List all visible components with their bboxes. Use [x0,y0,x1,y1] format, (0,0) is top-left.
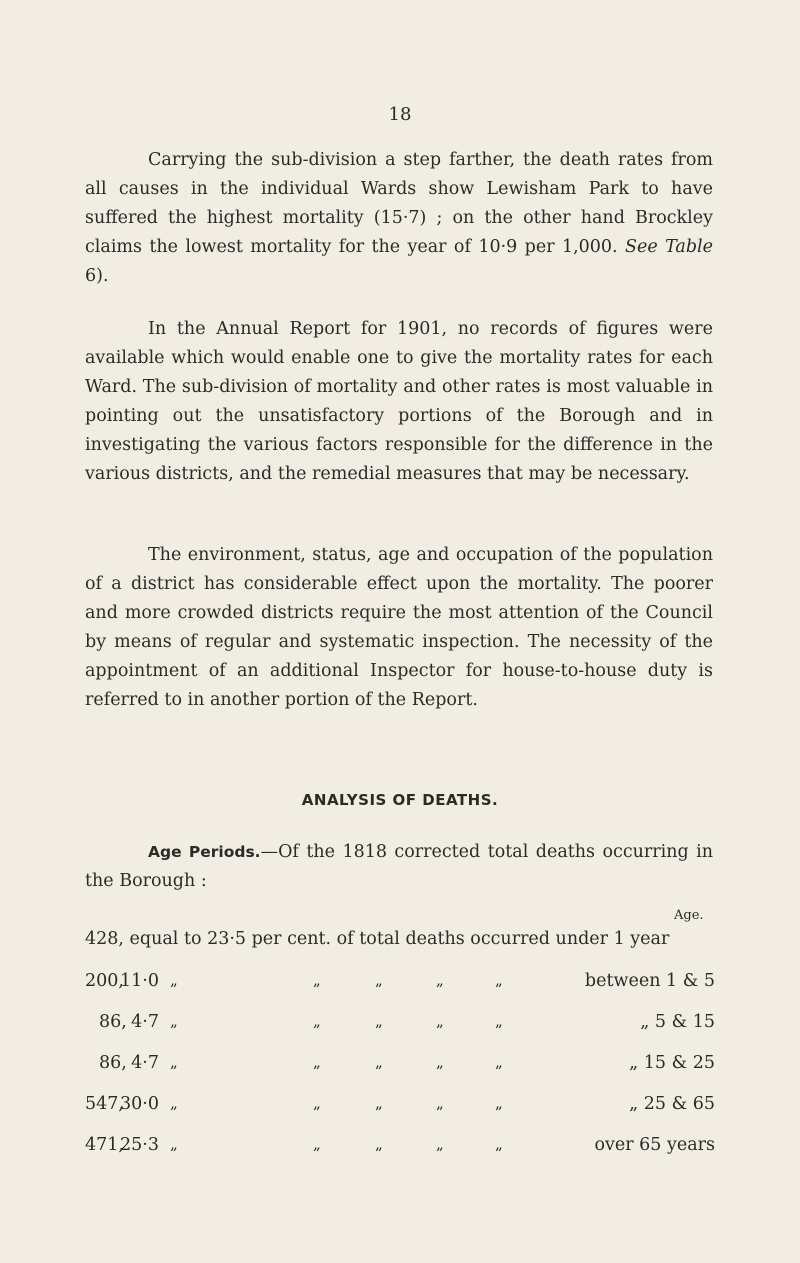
age-range: „ 25 & 65 [629,1094,715,1114]
ditto-mark: „ [170,1012,178,1030]
age-periods-title: Age Periods. [148,843,261,861]
ditto-mark: „ [436,971,444,989]
see-table-number: 6). [85,266,109,286]
ditto-mark: „ [313,1135,321,1153]
ditto-mark: „ [313,1012,321,1030]
ditto-mark: „ [375,1094,383,1112]
ditto-mark: „ [170,1094,178,1112]
ditto-mark: „ [170,1135,178,1153]
percent-value: 4·7 [131,1053,159,1073]
see-table-label: See Table [625,237,713,257]
deaths-count: 86, [99,1012,127,1032]
paragraph-age-periods [85,838,713,896]
ditto-mark: „ [375,971,383,989]
age-range: over 65 years [594,1135,715,1155]
age-range: between 1 & 5 [584,971,715,991]
ditto-mark: „ [375,1012,383,1030]
ditto-mark: „ [495,1012,503,1030]
section-heading: ANALYSIS OF DEATHS. [301,791,499,809]
deaths-count: 547, [85,1094,124,1114]
percent-value: 4·7 [131,1012,159,1032]
age-range: „ 5 & 15 [640,1012,715,1032]
ditto-mark: „ [170,1053,178,1071]
ditto-mark: „ [436,1094,444,1112]
table-row [85,1094,715,1122]
ditto-mark: „ [436,1012,444,1030]
deaths-count: 86, [99,1053,127,1073]
paragraph-annual-report [85,315,713,489]
ditto-mark: „ [313,1053,321,1071]
ditto-mark: „ [313,971,321,989]
ditto-mark: „ [313,1094,321,1112]
age-range: „ 15 & 25 [629,1053,715,1073]
table-row [85,971,715,999]
ditto-mark: „ [375,1053,383,1071]
ditto-mark: „ [495,1094,503,1112]
percent-value: 25·3 [120,1135,159,1155]
paragraph-environment [85,541,713,715]
table-row [85,1053,715,1081]
ditto-mark: „ [436,1053,444,1071]
table-row [85,1012,715,1040]
percent-value: 11·0 [120,971,159,991]
ditto-mark: „ [495,971,503,989]
age-periods-intro: —Of the 1818 corrected total deaths occurring in the Borough : [85,842,714,891]
age-column-header: Age. [674,908,704,923]
deaths-count: 200, [85,971,124,991]
table-row [85,1135,715,1163]
ditto-mark: „ [495,1135,503,1153]
ditto-mark: „ [170,971,178,989]
first-row-text: 428, equal to 23·5 per cent. of total deaths occurred under 1 year [85,929,670,949]
ditto-mark: „ [436,1135,444,1153]
deaths-count: 471, [85,1135,124,1155]
ditto-mark: „ [375,1135,383,1153]
paragraph-2-text: In the Annual Report for 1901, no records of figures were available which would enable one to give the mortality rates for each Ward. The sub-division of mortality and other rates is most valuable in pointing out the unsatisfactory portions of the Borough and in investigating the various factors responsible for the difference in the various districts, and the remedial measures that may be necessary. [85,319,713,484]
paragraph-1-text: Carrying the sub-division a step farther, the death rates from all causes in the individual Wards show Lewisham Park to have suffered the highest mortality (15·7) ; on the other hand Brockley claims the lowest mortality for the year of 10·9 per 1,000. [85,150,713,257]
ditto-mark: „ [495,1053,503,1071]
paragraph-ward-death-rates [85,146,713,291]
table-row [85,929,715,957]
page-number: 18 [388,104,412,125]
paragraph-3-text: The environment, status, age and occupation of the population of a district has considerable effect upon the mortality. The poorer and more crowded districts require the most attention of the Council by means of regular and systematic inspection. The necessity of the appointment of an additional Inspector for house-to-house duty is referred to in another portion of the Report. [85,545,713,710]
percent-value: 30·0 [120,1094,159,1114]
